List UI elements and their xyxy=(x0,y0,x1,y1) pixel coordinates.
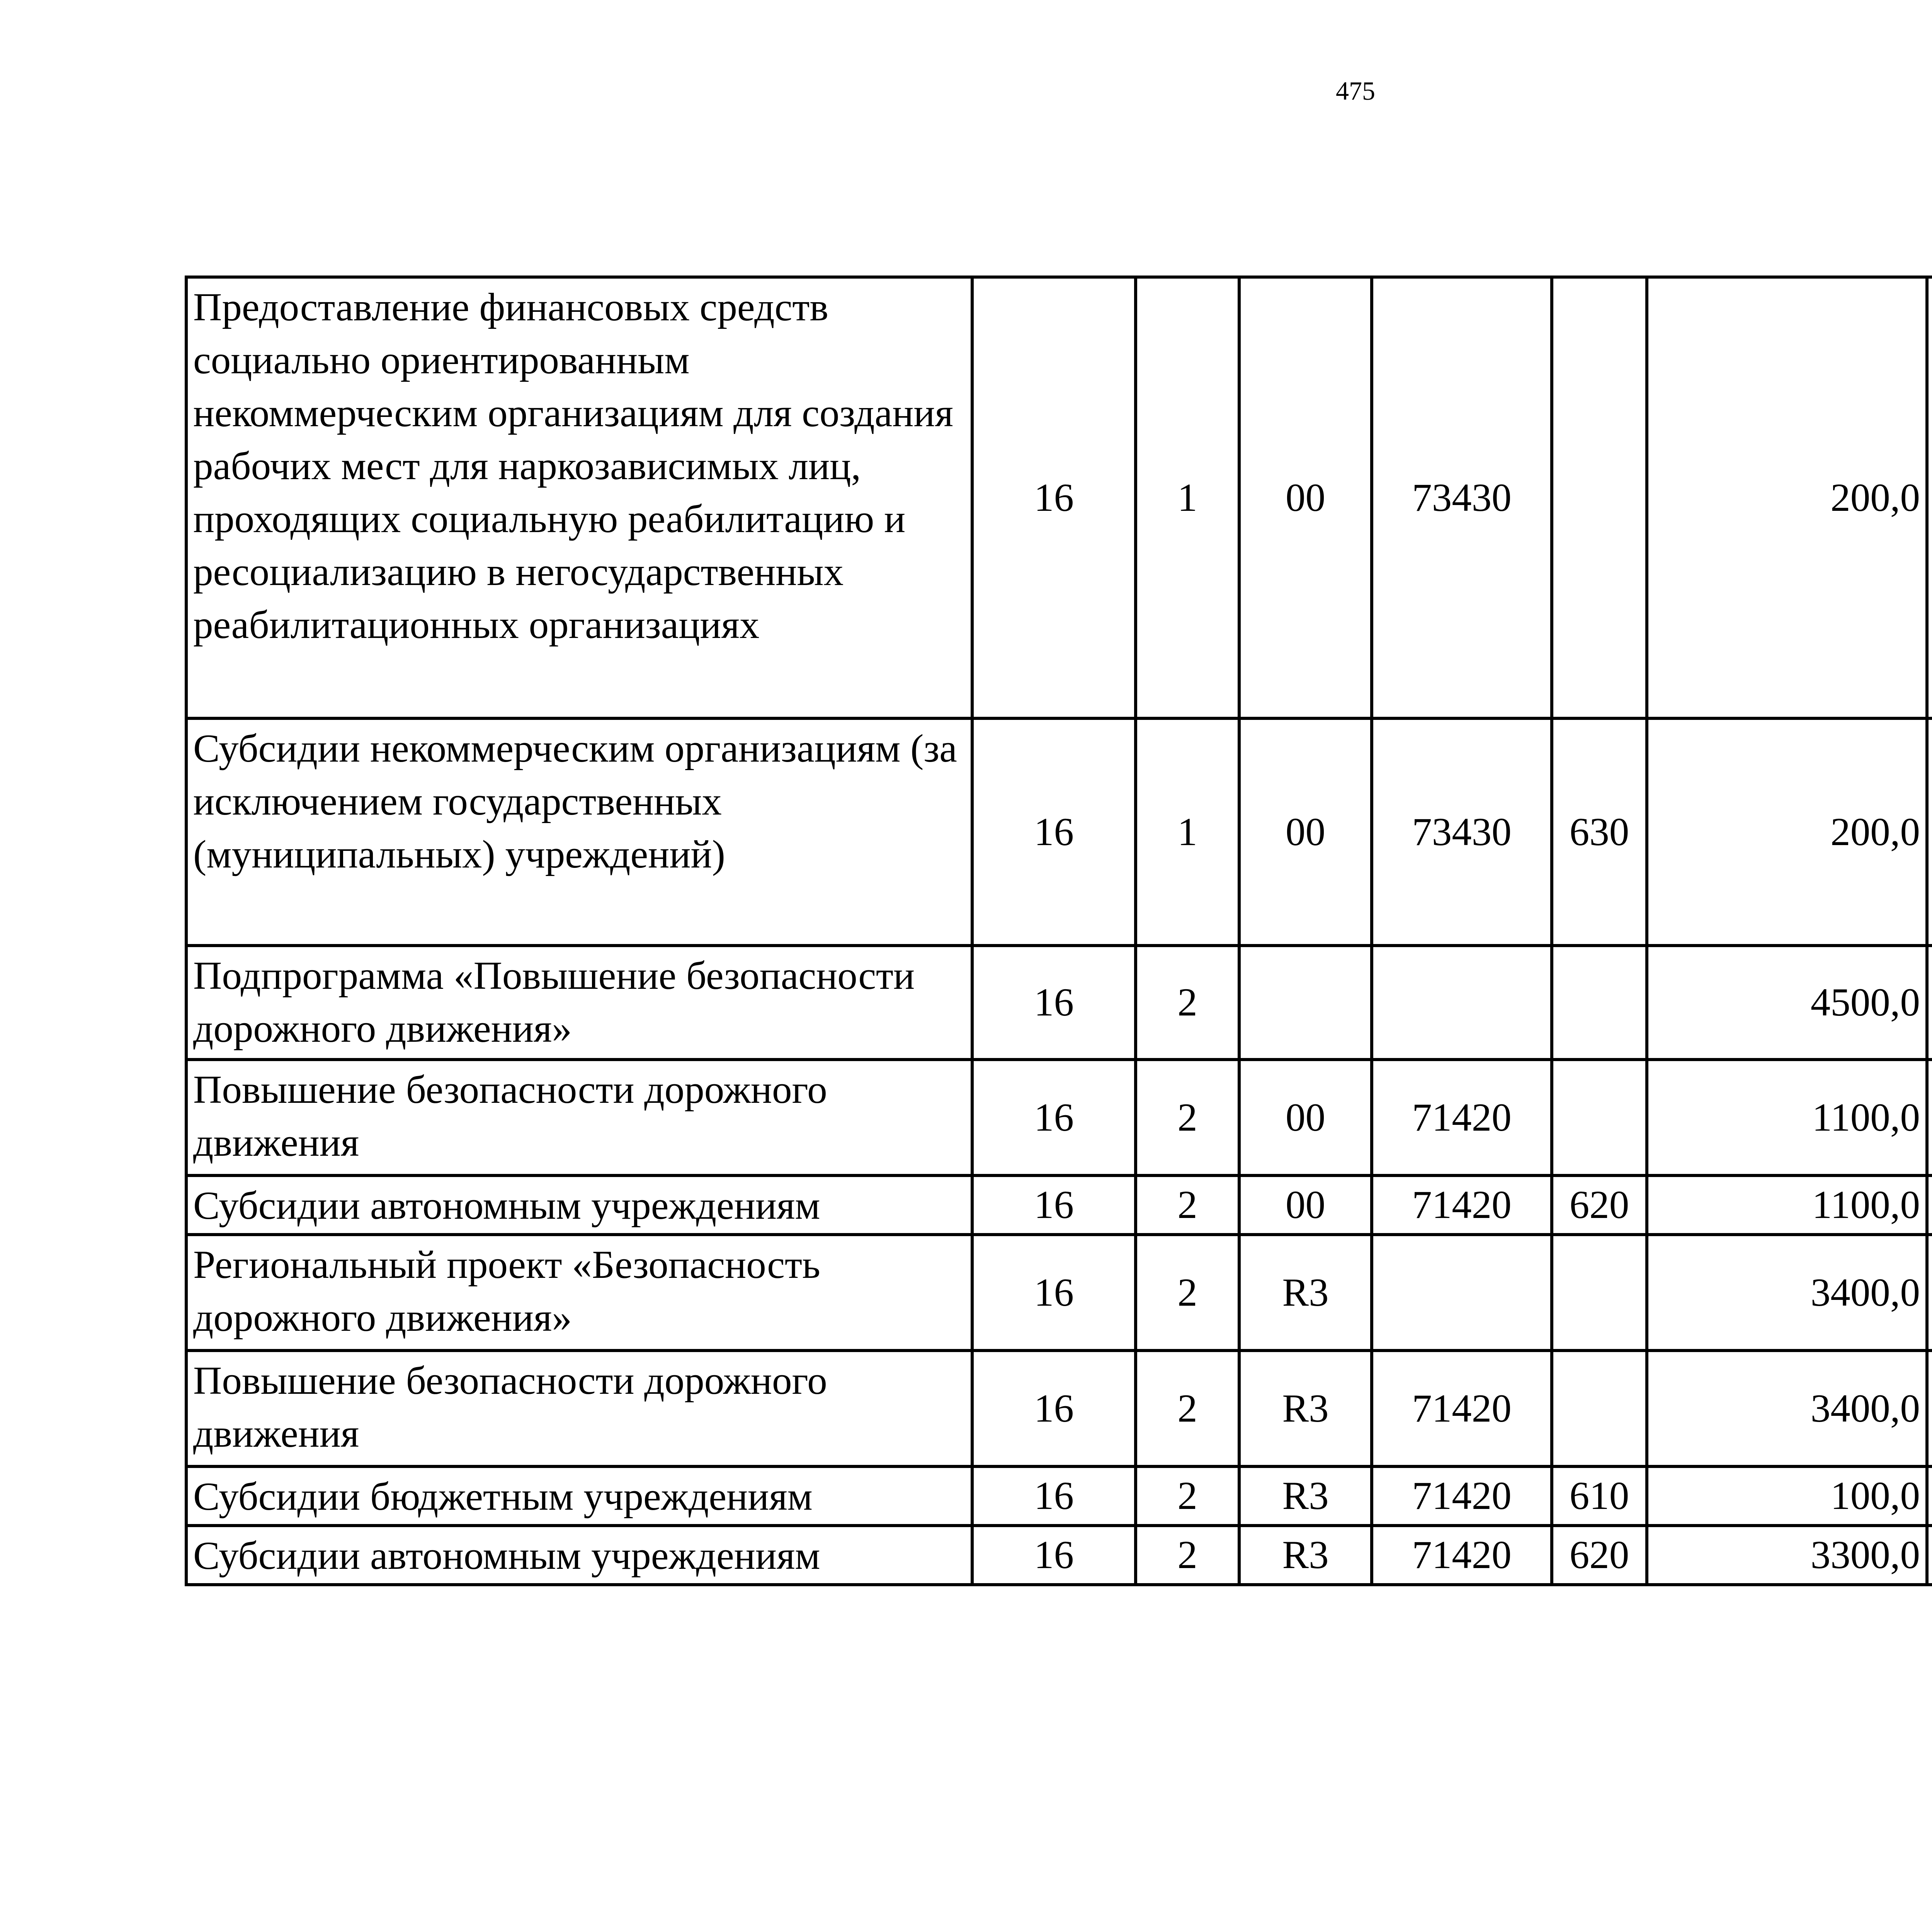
subprogram-code-cell: 2 xyxy=(1136,1526,1239,1585)
table-row xyxy=(186,1466,1932,1526)
table-row xyxy=(186,1235,1932,1351)
ministry-code-cell: 16 xyxy=(972,1351,1136,1466)
amount-year-2-cell xyxy=(1927,1351,1932,1466)
amount-year-1-cell: 1100,0 xyxy=(1647,1060,1927,1175)
direction-code-cell: 71420 xyxy=(1372,1351,1552,1466)
table-row xyxy=(186,718,1932,946)
project-code-cell: R3 xyxy=(1239,1526,1372,1585)
project-code-cell: R3 xyxy=(1239,1351,1372,1466)
subprogram-code-cell: 2 xyxy=(1136,1466,1239,1526)
amount-year-1-cell: 3300,0 xyxy=(1647,1526,1927,1585)
amount-year-2-cell xyxy=(1927,946,1932,1060)
row-name-cell: Субсидии автономным учреждениям xyxy=(186,1526,972,1585)
ministry-code-cell: 16 xyxy=(972,1526,1136,1585)
row-name-cell: Субсидии автономным учреждениям xyxy=(186,1175,972,1235)
amount-year-1-cell: 200,0 xyxy=(1647,718,1927,946)
direction-code-cell xyxy=(1372,946,1552,1060)
expense-type-cell: 630 xyxy=(1552,718,1647,946)
subprogram-code-cell: 2 xyxy=(1136,946,1239,1060)
subprogram-code-cell: 1 xyxy=(1136,718,1239,946)
subprogram-code-cell: 2 xyxy=(1136,1175,1239,1235)
subprogram-code-cell: 2 xyxy=(1136,1060,1239,1175)
project-code-cell: 00 xyxy=(1239,277,1372,718)
direction-code-cell: 71420 xyxy=(1372,1466,1552,1526)
project-code-cell: R3 xyxy=(1239,1235,1372,1351)
project-code-cell: R3 xyxy=(1239,1466,1372,1526)
table-row xyxy=(186,1175,1932,1235)
table-row xyxy=(186,277,1932,718)
subprogram-code-cell: 1 xyxy=(1136,277,1239,718)
amount-year-2-cell xyxy=(1927,277,1932,718)
expense-type-cell xyxy=(1552,277,1647,718)
expense-type-cell xyxy=(1552,946,1647,1060)
ministry-code-cell: 16 xyxy=(972,1235,1136,1351)
amount-year-1-cell: 3400,0 xyxy=(1647,1351,1927,1466)
project-code-cell: 00 xyxy=(1239,1060,1372,1175)
direction-code-cell: 73430 xyxy=(1372,718,1552,946)
subprogram-code-cell: 2 xyxy=(1136,1235,1239,1351)
row-name-cell: Региональный проект «Безопасность дорожного движения» xyxy=(186,1235,972,1351)
amount-year-1-cell: 200,0 xyxy=(1647,277,1927,718)
direction-code-cell xyxy=(1372,1235,1552,1351)
row-name-cell: Субсидии бюджетным учреждениям xyxy=(186,1466,972,1526)
expense-type-cell: 610 xyxy=(1552,1466,1647,1526)
direction-code-cell: 71420 xyxy=(1372,1526,1552,1585)
ministry-code-cell: 16 xyxy=(972,946,1136,1060)
row-name-cell: Повышение безопасности дорожного движения xyxy=(186,1060,972,1175)
budget-table xyxy=(185,276,1932,1586)
project-code-cell xyxy=(1239,946,1372,1060)
table-row xyxy=(186,1526,1932,1585)
expense-type-cell xyxy=(1552,1060,1647,1175)
table-row xyxy=(186,1351,1932,1466)
direction-code-cell: 71420 xyxy=(1372,1060,1552,1175)
ministry-code-cell: 16 xyxy=(972,1466,1136,1526)
ministry-code-cell: 16 xyxy=(972,1060,1136,1175)
row-name-cell: Субсидии некоммерческим организациям (за исключением государственных (муниципальных) учреждений) xyxy=(186,718,972,946)
page-number: 475 xyxy=(1336,76,1375,105)
amount-year-2-cell xyxy=(1927,718,1932,946)
amount-year-2-cell xyxy=(1927,1175,1932,1235)
subprogram-code-cell: 2 xyxy=(1136,1351,1239,1466)
amount-year-2-cell xyxy=(1927,1526,1932,1585)
amount-year-1-cell: 100,0 xyxy=(1647,1466,1927,1526)
expense-type-cell: 620 xyxy=(1552,1526,1647,1585)
project-code-cell: 00 xyxy=(1239,1175,1372,1235)
amount-year-1-cell: 1100,0 xyxy=(1647,1175,1927,1235)
amount-year-1-cell: 4500,0 xyxy=(1647,946,1927,1060)
direction-code-cell: 71420 xyxy=(1372,1175,1552,1235)
amount-year-2-cell xyxy=(1927,1060,1932,1175)
project-code-cell: 00 xyxy=(1239,718,1372,946)
ministry-code-cell: 16 xyxy=(972,718,1136,946)
row-name-cell: Повышение безопасности дорожного движения xyxy=(186,1351,972,1466)
expense-type-cell: 620 xyxy=(1552,1175,1647,1235)
table-row xyxy=(186,946,1932,1060)
ministry-code-cell: 16 xyxy=(972,277,1136,718)
row-name-cell: Предоставление финансовых средств социально ориентированным некоммерческим организациям для создания рабочих мест для наркозависимых лиц, проходящих социальную реабилитацию и ресоциализацию в негосударственных реабилитационных организациях xyxy=(186,277,972,718)
expense-type-cell xyxy=(1552,1351,1647,1466)
direction-code-cell: 73430 xyxy=(1372,277,1552,718)
amount-year-2-cell xyxy=(1927,1235,1932,1351)
expense-type-cell xyxy=(1552,1235,1647,1351)
ministry-code-cell: 16 xyxy=(972,1175,1136,1235)
table-row xyxy=(186,1060,1932,1175)
amount-year-2-cell xyxy=(1927,1466,1932,1526)
amount-year-1-cell: 3400,0 xyxy=(1647,1235,1927,1351)
row-name-cell: Подпрограмма «Повышение безопасности дорожного движения» xyxy=(186,946,972,1060)
